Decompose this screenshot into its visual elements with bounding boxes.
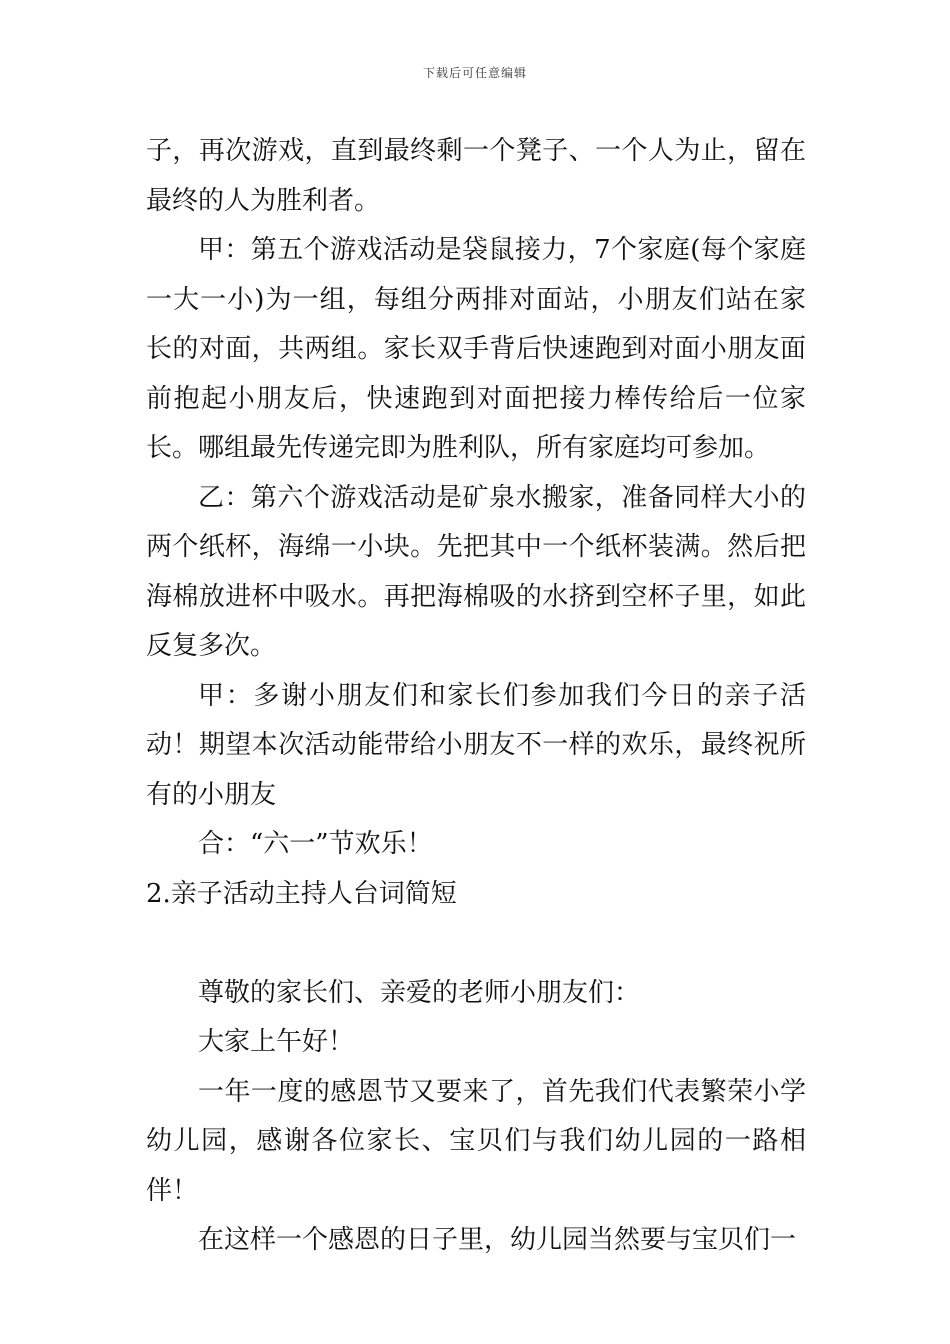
paragraph-continuation: 子，再次游戏，直到最终剩一个凳子、一个人为止，留在最终的人为胜利者。: [146, 136, 806, 216]
paragraph-greeting: 大家上午好！: [198, 1027, 355, 1057]
paragraph-thanks: 甲：多谢小朋友们和家长们参加我们今日的亲子活动！期望本次活动能带给小朋友不一样的欢乐，最终祝所有的小朋友: [146, 680, 806, 810]
blank-line: [146, 919, 806, 969]
paragraph-game-six: 乙：第六个游戏活动是矿泉水搬家，准备同样大小的两个纸杯，海绵一小块。先把其中一个纸杯装满。然后把海棉放进杯中吸水。再把海棉吸的水挤到空杯子里，如此反复多次。: [146, 482, 806, 661]
page-header: 下载后可任意编辑: [422, 66, 527, 80]
paragraph-game-five: 甲：第五个游戏活动是袋鼠接力，7个家庭(每个家庭一大一小)为一组，每组分两排对面站，小朋友们站在家长的对面，共两组。家长双手背后快速跑到对面小朋友面前抱起小朋友后，快速跑到对面把接力棒传给后一位家长。哪组最先传递完即为胜利队，所有家庭均可参加。: [146, 235, 806, 463]
paragraph-thanksgiving-day: 在这样一个感恩的日子里，幼儿园当然要与宝贝们一: [198, 1225, 797, 1255]
paragraph-thanksgiving: 一年一度的感恩节又要来了，首先我们代表繁荣小学幼儿园，感谢各位家长、宝贝们与我们幼儿园的一路相伴！: [146, 1076, 806, 1206]
paragraph-salutation: 尊敬的家长们、亲爱的老师小朋友们：: [198, 977, 641, 1008]
section-heading: 2.亲子活动主持人台词简短: [146, 878, 457, 909]
document-body: [146, 127, 806, 1266]
paragraph-together: 合：“六一”节欢乐！: [198, 829, 433, 859]
